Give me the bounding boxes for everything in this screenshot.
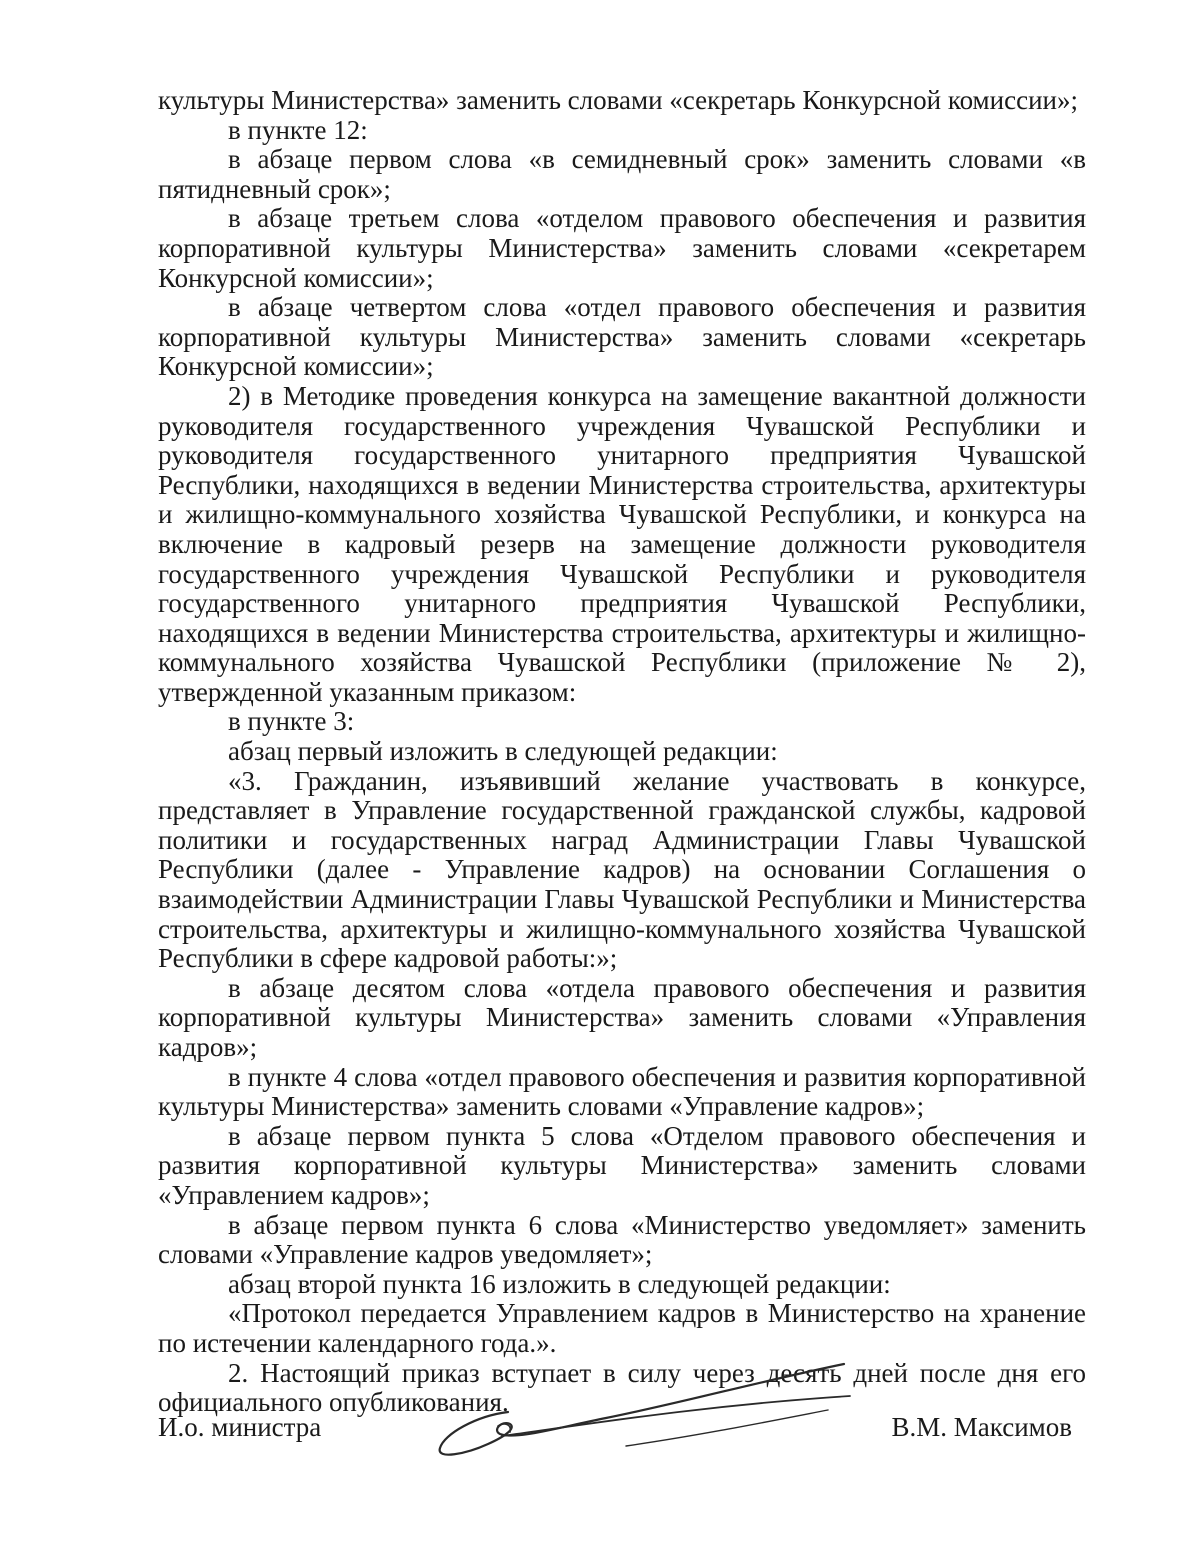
paragraph-12: в абзаце первом пункта 5 слова «Отделом правового обеспечения и развития корпоративной культуры Министерства» заменить словами «Управлением кадров»; [158, 1120, 1086, 1210]
paragraph-14: абзац второй пункта 16 изложить в следующей редакции: [228, 1268, 891, 1299]
paragraph-2: в пункте 12: [228, 114, 368, 145]
paragraph-15: «Протокол передается Управлением кадров в Министерство на хранение по истечении календарного года.». [158, 1298, 1086, 1358]
paragraph-3: в абзаце первом слова «в семидневный срок» заменить словами «в пятидневный срок»; [158, 144, 1086, 204]
paragraph-9: «3. Гражданин, изъявивший желание участвовать в конкурсе, представляет в Управление государственной гражданской службы, кадровой политики и государственных наград Администрации Главы Чувашской Республики (далее - Управление кадров) на основании Соглашения о взаимодействии Администрации Главы Чувашской Республики и Министерства строительства, архитектуры и жилищно-коммунального хозяйства Чувашской Республики в сфере кадровой работы:»; [158, 765, 1086, 974]
paragraph-1: культуры Министерства» заменить словами «секретарь Конкурсной комиссии»; [158, 85, 1078, 115]
paragraph-4: в абзаце третьем слова «отделом правового обеспечения и развития корпоративной культуры Министерства» заменить словами «секретарем Конкурсной комиссии»; [158, 203, 1086, 293]
paragraph-10: в абзаце десятом слова «отдела правового обеспечения и развития корпоративной культуры Министерства» заменить словами «Управления кадров»; [158, 972, 1086, 1062]
paragraph-7: в пункте 3: [228, 706, 355, 737]
paragraph-16: 2. Настоящий приказ вступает в силу через десять дней после дня его официального опубликования. [158, 1357, 1086, 1418]
paragraph-6: 2) в Методике проведения конкурса на замещение вакантной должности руководителя государственного учреждения Чувашской Республики и руководителя государственного унитарного предприятия Чувашской Республики, находящихся в ведении Министерства строительства, архитектуры и жилищно-коммунального хозяйства Чувашской Республики, и конкурса на включение в кадровый резерв на замещение должности руководителя государственного учреждения Чувашской Республики и руководителя государственного унитарного предприятия Чувашской Республики, находящихся в ведении Министерства строительства, архитектуры и жилищно-коммунального хозяйства Чувашской Республики (приложение № 2), утвержденной указанным приказом: [158, 380, 1086, 707]
signature-row [158, 1411, 1086, 1451]
signatory-name: В.М. Максимов [891, 1412, 1072, 1442]
paragraph-13: в абзаце первом пункта 6 слова «Министерство уведомляет» заменить словами «Управление кадров уведомляет»; [158, 1209, 1086, 1270]
paragraph-5: в абзаце четвертом слова «отдел правового обеспечения и развития корпоративной культуры Министерства» заменить словами «секретарь Конкурсной комиссии»; [158, 292, 1086, 382]
paragraph-8: абзац первый изложить в следующей редакции: [228, 736, 778, 767]
document-body [158, 86, 1086, 1418]
signatory-role: И.о. министра [158, 1412, 322, 1442]
paragraph-11: в пункте 4 слова «отдел правового обеспечения и развития корпоративной культуры Министерства» заменить словами «Управление кадров»; [158, 1061, 1086, 1122]
